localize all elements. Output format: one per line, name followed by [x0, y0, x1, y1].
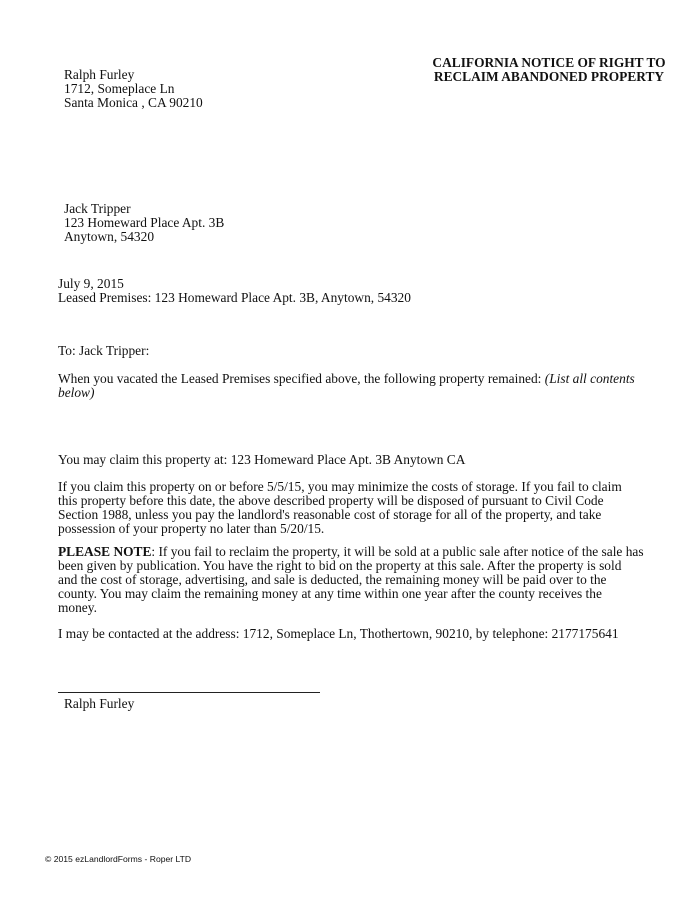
paragraph-property-remained — [58, 372, 640, 400]
notice-date: July 9, 2015 — [58, 276, 124, 291]
paragraph1-italic-note-cont: below) — [58, 385, 95, 400]
salutation: To: Jack Tripper: — [58, 343, 150, 358]
paragraph-please-note — [58, 544, 644, 615]
date-block — [58, 277, 411, 305]
title-line-2: RECLAIM ABANDONED PROPERTY — [433, 69, 665, 84]
paragraph3-line: If you claim this property on or before 5/5/15, you may minimize the costs of storage. If you fail to claim — [58, 479, 622, 494]
paragraph4-line: money. — [58, 600, 97, 615]
sender-name: Ralph Furley — [64, 67, 135, 82]
leased-premises: Leased Premises: 123 Homeward Place Apt. 3B, Anytown, 54320 — [58, 290, 411, 305]
recipient-address — [64, 202, 224, 244]
paragraph4-line: : If you fail to reclaim the property, it will be sold at a public sale after notice of the sale has — [151, 544, 644, 559]
recipient-city: Anytown, 54320 — [64, 229, 155, 244]
footer-copyright: © 2015 ezLandlordForms - Roper LTD — [45, 854, 192, 864]
paragraph-claim-deadline — [58, 480, 640, 536]
paragraph1-text: When you vacated the Leased Premises specified above, the following property remained: — [58, 371, 545, 386]
paragraph4-line: been given by publication. You have the right to bid on the property at this sale. After the property is sold — [58, 558, 622, 573]
title-line-1: CALIFORNIA NOTICE OF RIGHT TO — [432, 55, 666, 70]
document-title — [404, 56, 694, 84]
signature-name: Ralph Furley — [64, 696, 135, 711]
signature-line — [58, 692, 320, 693]
paragraph1-italic-note: (List all contents — [544, 371, 635, 386]
paragraph3-line: possession of your property no later than 5/20/15. — [58, 521, 325, 536]
paragraph4-line: county. You may claim the remaining money at any time within one year after the county receives the — [58, 586, 602, 601]
paragraph-contact: I may be contacted at the address: 1712, Someplace Ln, Thothertown, 90210, by telephone: 2177175641 — [58, 626, 619, 641]
sender-city: Santa Monica , CA 90210 — [64, 95, 203, 110]
paragraph-claim-location: You may claim this property at: 123 Homeward Place Apt. 3B Anytown CA — [58, 452, 466, 467]
recipient-name: Jack Tripper — [64, 201, 131, 216]
paragraph3-line: Section 1988, unless you pay the landlord's reasonable cost of storage for all of the property, and take — [58, 507, 602, 522]
please-note-label: PLEASE NOTE — [58, 544, 152, 559]
paragraph4-line: and the cost of storage, advertising, and sale is deducted, the remaining money will be paid over to the — [58, 572, 607, 587]
sender-address — [64, 68, 203, 110]
sender-street: 1712, Someplace Ln — [64, 81, 175, 96]
recipient-street: 123 Homeward Place Apt. 3B — [64, 215, 225, 230]
paragraph3-line: this property before this date, the above described property will be disposed of pursuant to Civil Code — [58, 493, 604, 508]
